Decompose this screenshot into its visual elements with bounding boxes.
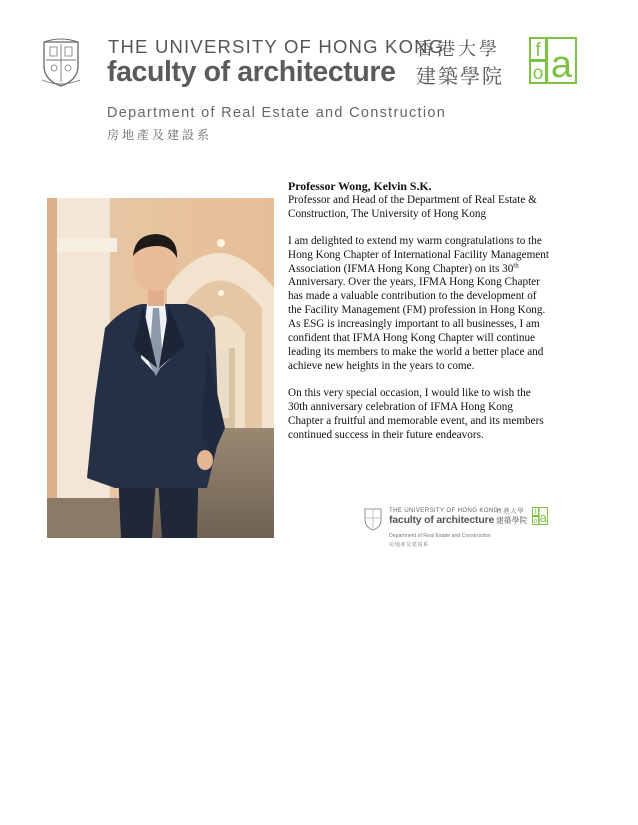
university-name-cn: 香港大學 (416, 39, 500, 60)
department-name-cn: 房地產及建設系 (107, 128, 213, 142)
signature-university-cn: 香港大學 (496, 508, 525, 515)
hku-crest-logo (40, 36, 82, 88)
faculty-fa-logo (529, 37, 577, 84)
portrait-photo (47, 198, 274, 538)
logo-letter-a: a (550, 44, 573, 84)
faculty-name-cn: 建築學院 (416, 64, 504, 88)
mini-logo-letter-o: o (533, 518, 538, 525)
message-p1-text: I am delighted to extend my warm congratulations to the Hong Kong Chapter of International Facility Management Association (IFMA Hong Kong Chapter) on its 30 (288, 234, 549, 275)
message-paragraph-1 (288, 235, 550, 374)
signature-faculty-cn: 建築學院 (496, 516, 528, 525)
message-p1-text-cont: Anniversary. Over the years, IFMA Hong Kong Chapter has made a valuable contribution to the development of the Facility Management (FM) profession in Hong Kong. As ESG is increasingly important to all businesses, I am confident that IFMA Hong Kong Chapter will continue leading its members to make the world a better place and achieve new heights in the years to come. (288, 276, 546, 372)
signature-department-cn: 房地產及建設系 (389, 542, 429, 548)
ordinal-suffix: th (513, 260, 519, 269)
signature-department-en: Department of Real Estate and Construction (389, 533, 491, 539)
message-column (288, 180, 550, 455)
department-name-en: Department of Real Estate and Construction (107, 105, 447, 121)
professor-name: Professor Wong, Kelvin S.K. (288, 179, 432, 193)
signature-faculty-en: faculty of architecture (389, 514, 495, 526)
logo-letter-f: f (535, 40, 541, 61)
professor-title: Professor and Head of the Department of Real Estate & Construction, The University of Hong Kong (288, 193, 537, 220)
mini-logo-letter-f: f (534, 509, 537, 516)
mini-logo-letter-a: a (539, 510, 547, 525)
university-name-en: THE UNIVERSITY OF HONG KONG (108, 36, 445, 57)
signature-university-en: THE UNIVERSITY OF HONG KONG (389, 507, 499, 514)
logo-letter-o: o (532, 63, 544, 84)
faculty-name-en: faculty of architecture (107, 56, 396, 88)
message-paragraph-2: On this very special occasion, I would like to wish the 30th anniversary celebration of IFMA Hong Kong Chapter a fruitful and memorable event, and its members continued success in their future endeavors. (288, 386, 544, 441)
